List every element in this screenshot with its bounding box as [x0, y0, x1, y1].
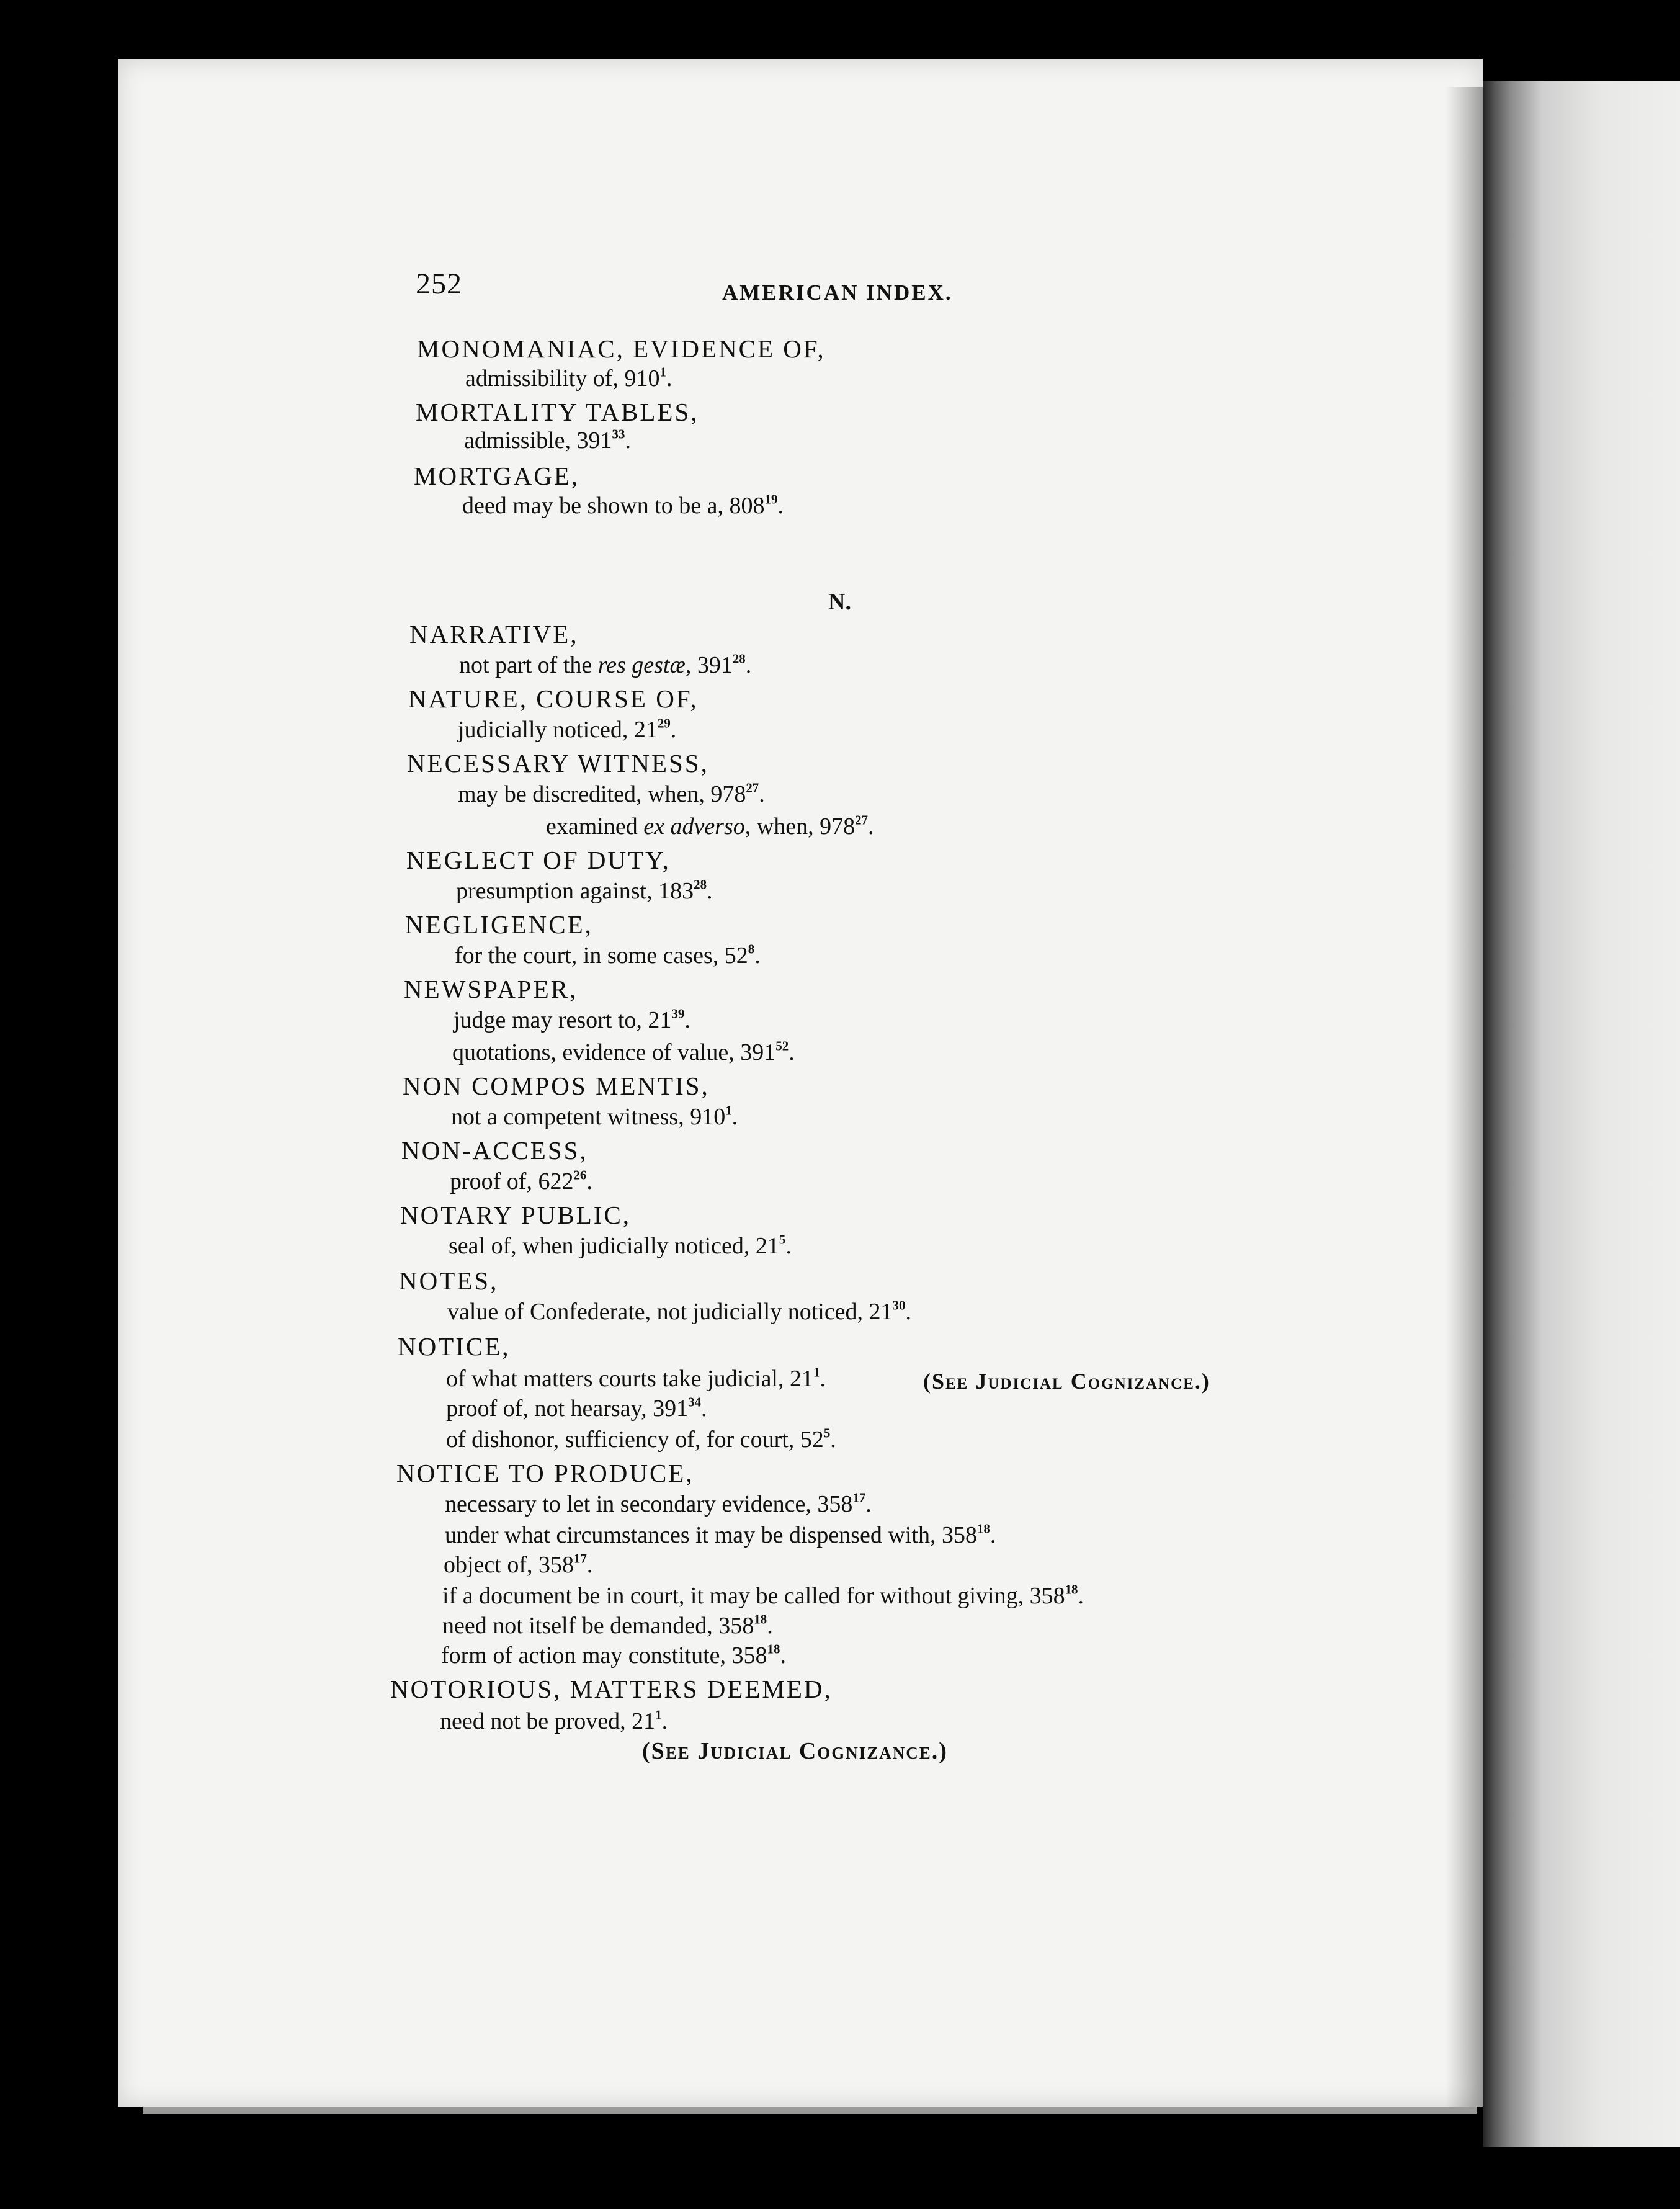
subentry-text: of what matters courts take judicial, 21 — [446, 1366, 813, 1392]
cross-reference: (See Judicial Cognizance.) — [923, 1369, 1210, 1394]
superscript: 27 — [855, 812, 868, 828]
superscript: 33 — [612, 426, 625, 442]
entry-heading-mortality-tables: MORTALITY TABLES, — [416, 398, 699, 426]
superscript: 1 — [659, 364, 666, 380]
subentry: may be discredited, when, $978^{27}$. — [458, 780, 765, 807]
superscript: 19 — [764, 491, 778, 507]
superscript: 1 — [813, 1364, 820, 1380]
entry-heading-notice-to-produce: NOTICE TO PRODUCE, — [396, 1459, 694, 1487]
subentry: object of, $358^{17}$. — [444, 1551, 593, 1578]
entry-heading-notes: NOTES, — [399, 1266, 499, 1295]
superscript: 30 — [892, 1297, 906, 1313]
facing-page-edge — [1483, 81, 1680, 2147]
section-letter: N. — [828, 589, 851, 615]
subentry-text: not a competent witness, 910 — [451, 1104, 726, 1130]
superscript: 29 — [657, 715, 671, 731]
subentry: form of action may constitute, $358^{18}$. — [441, 1641, 786, 1669]
entry-heading-negligence: NEGLIGENCE, — [405, 910, 593, 939]
superscript: 17 — [574, 1551, 587, 1566]
page-header — [416, 267, 974, 310]
subentry-text: may be discredited, when, 978 — [458, 781, 746, 807]
subentry: judicially noticed, $21^{29}$. — [458, 715, 677, 743]
subentry: if a document be in court, it may be called for without giving, $358^{18}$. — [442, 1582, 1084, 1609]
subentry-text: necessary to let in secondary evidence, 358 — [445, 1491, 853, 1517]
subentry-text: seal of, when judicially noticed, 21 — [449, 1233, 779, 1259]
subentry: proof of, $622^{26}$. — [450, 1167, 592, 1194]
superscript: 1 — [725, 1103, 732, 1118]
superscript: 27 — [746, 780, 759, 795]
superscript: 28 — [694, 877, 707, 892]
subentry: examined ex adverso, when, $978^{27}$. — [546, 812, 874, 840]
entry-heading-mortgage: MORTGAGE, — [414, 462, 580, 490]
subentry: deed may be shown to be a, $808^{19}$. — [462, 491, 784, 519]
page-bottom-edge — [143, 2107, 1477, 2114]
subentry-text: object of, 358 — [444, 1552, 574, 1578]
superscript: 8 — [748, 941, 755, 957]
superscript: 5 — [779, 1232, 786, 1247]
entry-heading-necessary-witness: NECESSARY WITNESS, — [407, 749, 709, 777]
superscript: 17 — [852, 1490, 866, 1505]
superscript: 18 — [754, 1611, 767, 1627]
superscript: 18 — [976, 1521, 990, 1536]
superscript: 18 — [767, 1641, 780, 1657]
entry-heading-newspaper: NEWSPAPER, — [404, 975, 578, 1003]
subentry: admissibility of, $910^1$. — [465, 364, 672, 392]
entry-heading-nature: NATURE, COURSE OF, — [408, 684, 699, 713]
superscript: 18 — [1065, 1582, 1078, 1597]
subentry: quotations, evidence of value, $391^{52}$. — [452, 1038, 795, 1065]
subentry: not part of the res gestæ, $391^{28}$. — [459, 651, 752, 678]
subentry: of what matters courts take judicial, $21^1$. — [446, 1364, 826, 1392]
subentry-text: of dishonor, sufficiency of, for court, 52 — [446, 1427, 824, 1453]
subentry-italic: ex adverso — [643, 813, 745, 840]
subentry: proof of, not hearsay, $391^{34}$. — [446, 1394, 707, 1422]
entry-heading-narrative: NARRATIVE, — [409, 620, 579, 648]
entry-heading-monomaniac: MONOMANIAC, EVIDENCE OF, — [417, 334, 826, 363]
entry-heading-notorious: NOTORIOUS, MATTERS DEEMED, — [390, 1675, 833, 1703]
subentry: not a competent witness, $910^1$. — [451, 1103, 738, 1130]
subentry-text: admissible, 391 — [464, 428, 612, 454]
subentry: for the court, in some cases, $52^8$. — [455, 941, 761, 969]
subentry-text: examined — [546, 813, 644, 840]
subentry: admissible, $391^{33}$. — [464, 426, 631, 454]
superscript: 34 — [688, 1394, 701, 1410]
subentry-text: deed may be shown to be a, 808 — [462, 493, 765, 519]
subentry-text: , 391 — [685, 652, 733, 678]
entry-heading-neglect-of-duty: NEGLECT OF DUTY, — [406, 846, 671, 874]
subentry-text: need not itself be demanded, 358 — [442, 1613, 754, 1639]
subentry-text: proof of, not hearsay, 391 — [446, 1396, 689, 1422]
superscript: 39 — [671, 1006, 685, 1021]
entry-heading-notice: NOTICE, — [398, 1332, 511, 1361]
entry-heading-non-access: NON-ACCESS, — [401, 1136, 588, 1165]
subentry: seal of, when judicially noticed, $21^5$. — [449, 1232, 792, 1259]
subentry: of dishonor, sufficiency of, for court, $52^5$. — [446, 1425, 836, 1453]
subentry: under what circumstances it may be dispensed with, $358^{18}$. — [445, 1521, 996, 1548]
subentry-text: , when, 978 — [744, 813, 856, 840]
subentry: judge may resort to, $21^{39}$. — [454, 1006, 690, 1033]
subentry: need not itself be demanded, $358^{18}$. — [442, 1611, 773, 1639]
subentry-text: quotations, evidence of value, 391 — [452, 1039, 776, 1065]
book-page — [118, 59, 1483, 2107]
superscript: 28 — [732, 651, 746, 666]
entry-heading-non-compos-mentis: NON COMPOS MENTIS, — [403, 1072, 710, 1100]
subentry-text: under what circumstances it may be dispensed with, 358 — [445, 1522, 977, 1548]
subentry-text: judicially noticed, 21 — [458, 717, 658, 743]
subentry-text: judge may resort to, 21 — [454, 1007, 672, 1033]
subentry-text: need not be proved, 21 — [440, 1708, 656, 1734]
cross-reference: (See Judicial Cognizance.) — [642, 1738, 948, 1764]
subentry-text: if a document be in court, it may be called for without giving, 358 — [442, 1583, 1065, 1609]
subentry-text: not part of the — [459, 652, 598, 678]
subentry-text: admissibility of, 910 — [465, 365, 660, 392]
subentry-text: for the court, in some cases, 52 — [455, 943, 748, 969]
subentry-text: presumption against, 183 — [456, 878, 694, 904]
superscript: 52 — [775, 1038, 789, 1054]
subentry: presumption against, $183^{28}$. — [456, 877, 713, 904]
subentry-italic: res gestæ — [597, 652, 686, 678]
entry-heading-notary-public: NOTARY PUBLIC, — [400, 1201, 632, 1229]
subentry: necessary to let in secondary evidence, $358^{17}$. — [445, 1490, 872, 1517]
superscript: 26 — [573, 1167, 587, 1183]
subentry: need not be proved, $21^1$. — [440, 1707, 668, 1734]
page-number: 252 — [416, 267, 462, 300]
superscript: 5 — [823, 1425, 831, 1441]
subentry-text: value of Confederate, not judicially noticed, 21 — [447, 1299, 893, 1325]
running-head: AMERICAN INDEX. — [722, 280, 953, 305]
subentry: value of Confederate, not judicially noticed, $21^{30}$. — [447, 1297, 911, 1325]
subentry-text: proof of, 622 — [450, 1168, 574, 1194]
superscript: 1 — [655, 1707, 662, 1723]
subentry-text: form of action may constitute, 358 — [441, 1642, 767, 1669]
